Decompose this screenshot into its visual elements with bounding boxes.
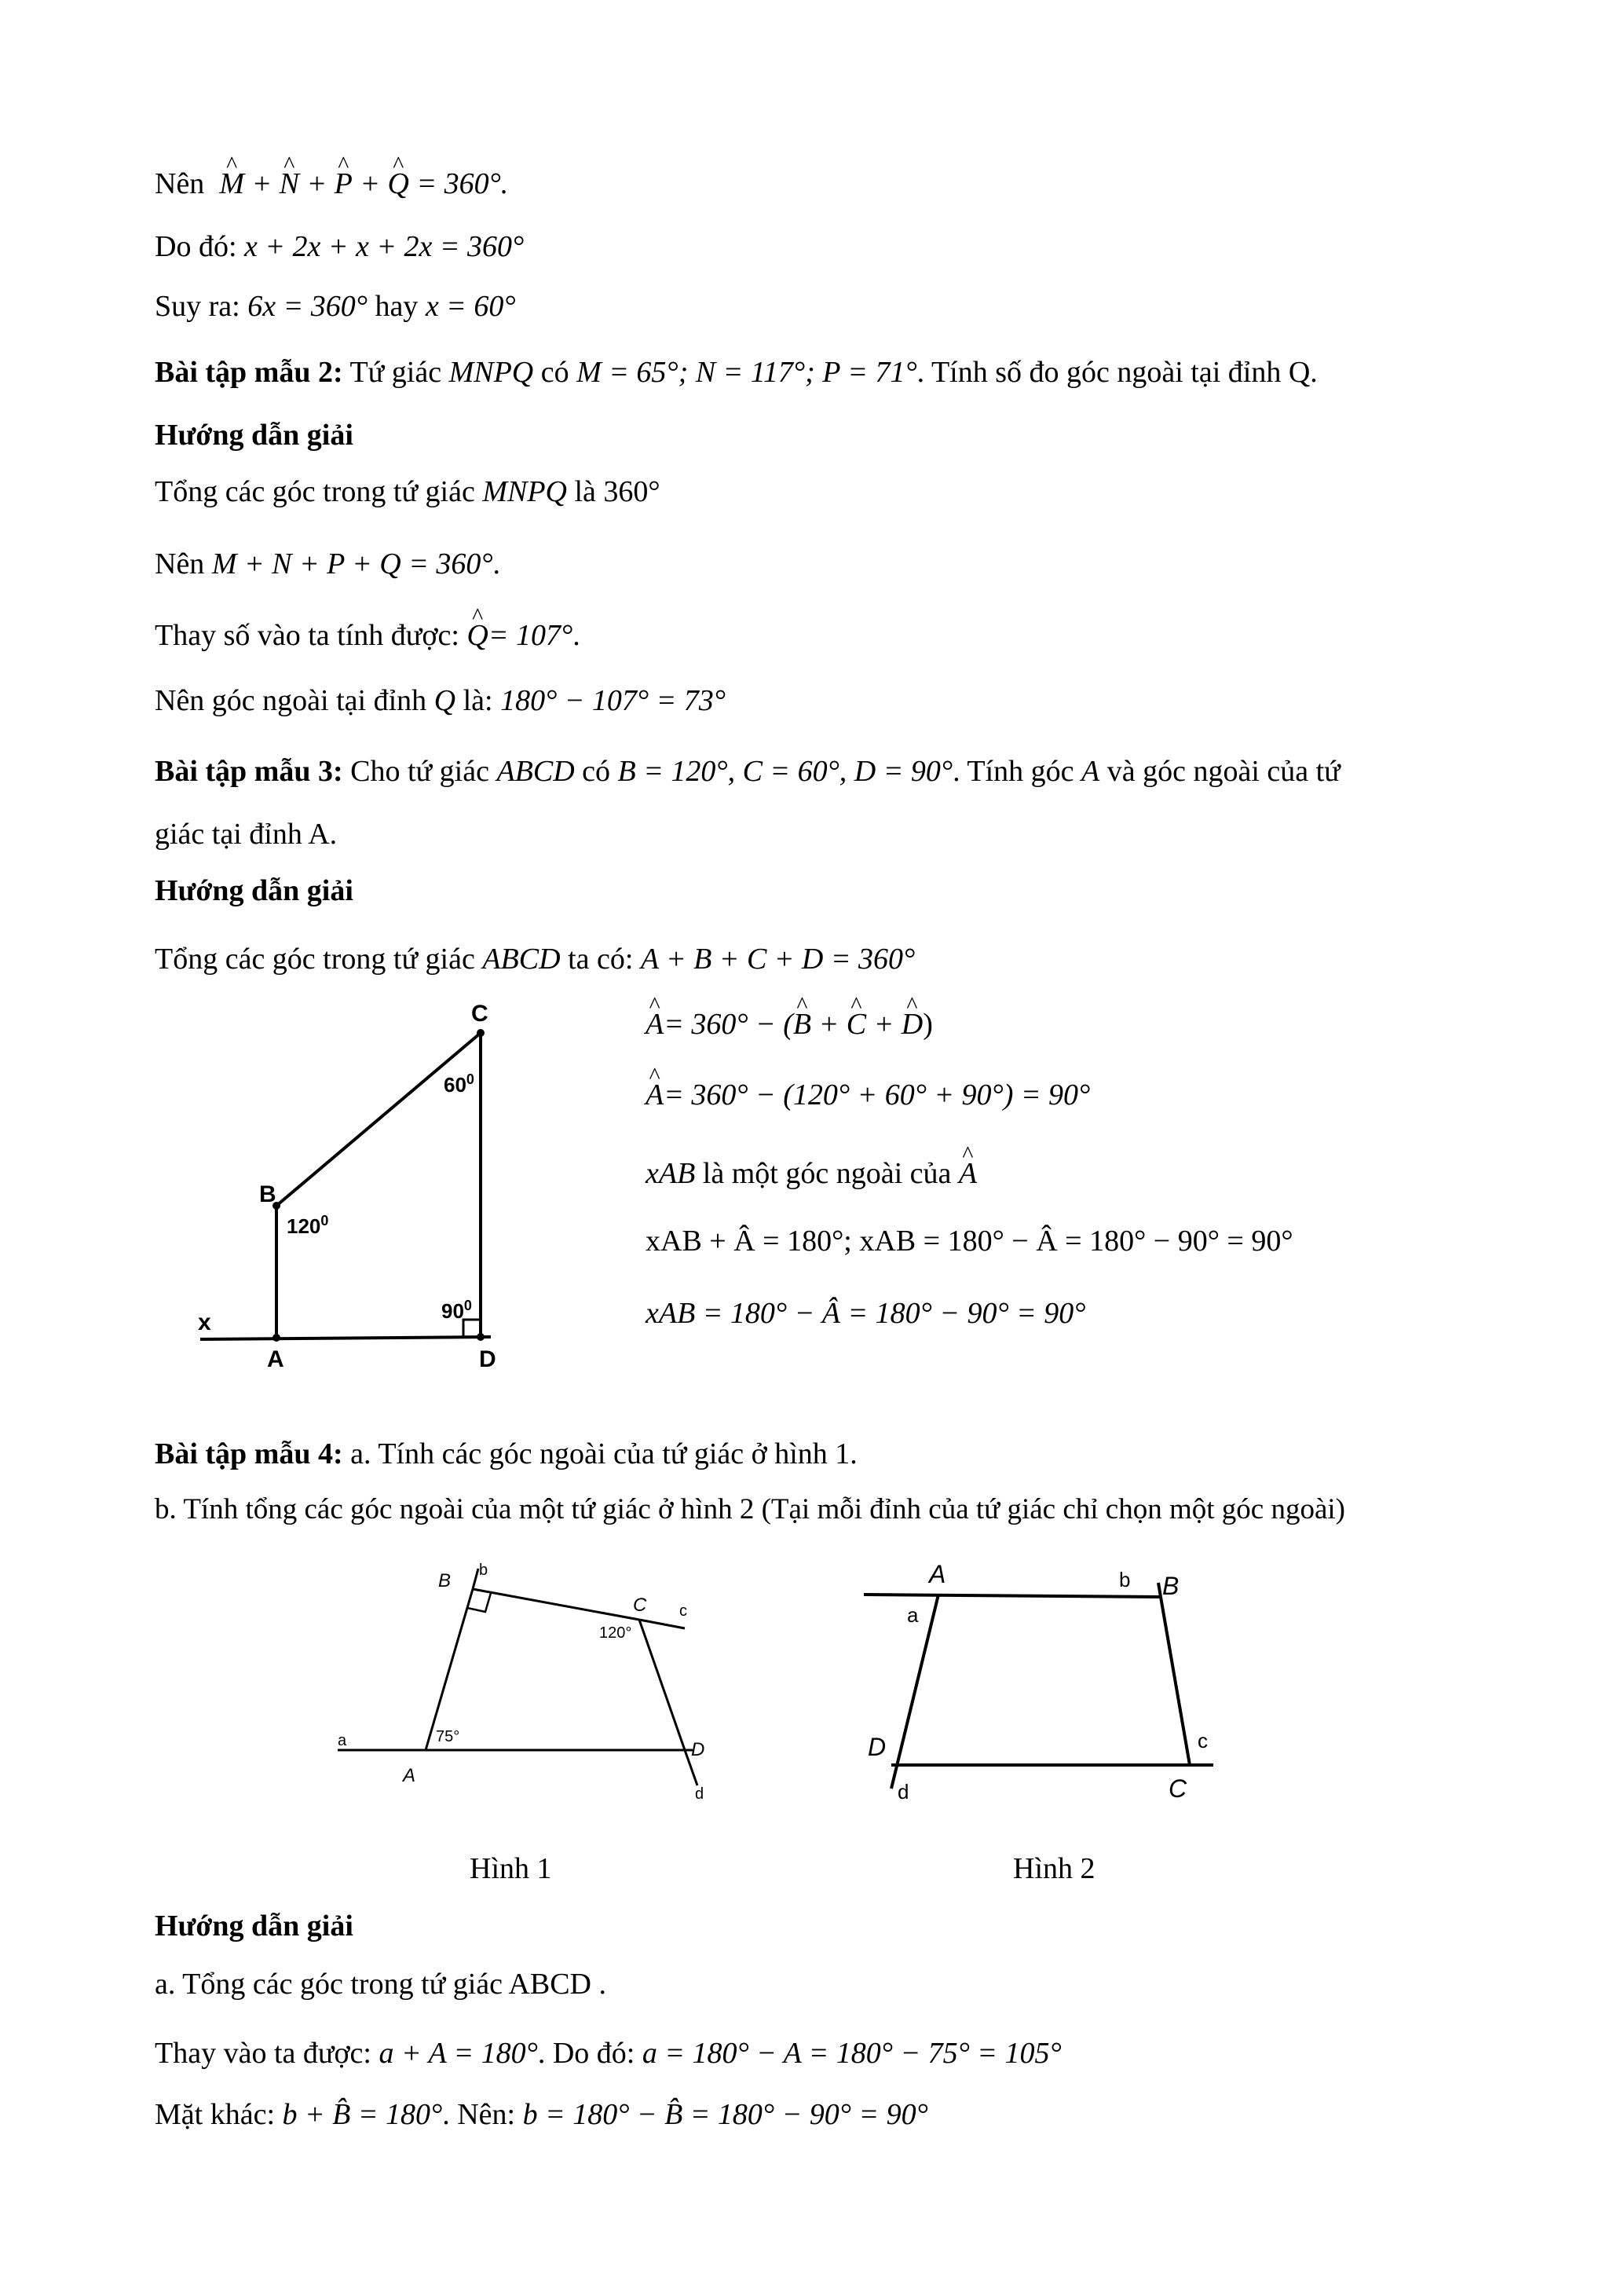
label-ray-a: a [338, 1732, 347, 1749]
angle-c-label: $60^0$ [444, 1071, 474, 1097]
ex4-part-b: b. Tính tổng các góc ngoài của một tứ giác ở hình 2 (Tại mỗi đỉnh của tứ giác chỉ chọn một góc ngoài) [155, 1493, 1345, 1525]
label-ray-b: b [479, 1562, 488, 1579]
ex2-step3: Thay số vào ta tính được: ^ Q= 107°. [155, 617, 580, 654]
equation: ^ M + ^ N + ^ P + ^ Q = 360°. [212, 167, 509, 200]
ex2-step4: Nên góc ngoài tại đỉnh Q là: 180° − 107° = 73° [155, 684, 726, 717]
line-xad [200, 1337, 491, 1339]
label-d: D [691, 1739, 705, 1760]
point-a [272, 1334, 280, 1342]
label-c: C [633, 1595, 647, 1616]
side-ab [426, 1589, 473, 1750]
ex4-step1: a. Tổng các góc trong tứ giác ABCD . [155, 1968, 606, 2001]
label-a: A [929, 1560, 946, 1588]
ex3-eq-r1: ^ A= 360° − (^ B + ^ C + ^ D) [646, 1005, 933, 1043]
label-x: x [198, 1309, 211, 1335]
ex4-step3: Mặt khác: b + B̂ = 180°. Nên: b = 180° − B̂ = 180° − 90° = 90° [155, 2098, 928, 2131]
ex2-step1: Tổng các góc trong tứ giác MNPQ là 360° [155, 475, 660, 508]
label-a: A [403, 1765, 416, 1786]
label-ray-d: d [898, 1780, 909, 1803]
side-bc [1161, 1597, 1190, 1765]
label-c: C [1169, 1774, 1187, 1803]
ex3-eq-r4: xAB + Â = 180°; xAB = 180° − Â = 180° − 90° = 90° [646, 1225, 1293, 1258]
ex2-problem: Bài tập mẫu 2: Tứ giác MNPQ có M = 65°; N = 117°; P = 71°. Tính số đo góc ngoài tại đỉnh Q. [155, 356, 1318, 389]
ray-c [639, 1620, 685, 1628]
ex2-guide-heading: Hướng dẫn giải [155, 419, 353, 452]
ex4-problem: Bài tập mẫu 4: a. Tính các góc ngoài của tứ giác ở hình 1. [155, 1437, 858, 1470]
ray-b [473, 1569, 478, 1589]
point-c [477, 1029, 485, 1037]
caption-hinh-2: Hình 2 [1013, 1852, 1095, 1885]
ex4-figure-1 [330, 1559, 722, 1811]
ex3-eq-r2: ^ A= 360° − (120° + 60° + 90°) = 90° [646, 1076, 1090, 1114]
ray-b [1158, 1583, 1161, 1597]
angle-b-label: $120^0$ [287, 1213, 329, 1238]
label-b: B [438, 1570, 452, 1591]
label-c: C [471, 1001, 488, 1027]
label-ray-c: c [1198, 1729, 1208, 1752]
line-do-do: Do đó: x + 2x + x + 2x = 360° [155, 230, 525, 263]
label-ray-b: b [1119, 1568, 1131, 1591]
caption-hinh-1: Hình 1 [470, 1852, 552, 1885]
ex2-step2: Nên M + N + P + Q = 360°. [155, 547, 501, 580]
label-d: D [479, 1346, 496, 1372]
label-ray-c: c [679, 1602, 687, 1620]
ex3-problem: Bài tập mẫu 3: Cho tứ giác ABCD có B = 120°, C = 60°, D = 90°. Tính góc A và góc ngoài của tứ [155, 755, 1341, 788]
label-d: D [868, 1733, 887, 1761]
ex3-problem-cont: giác tại đỉnh A. [155, 818, 338, 851]
line-suy-ra: Suy ra: 6x = 360° hay x = 60° [155, 290, 516, 323]
line-ab [864, 1595, 1161, 1597]
side-bc [276, 1033, 481, 1206]
label-ray-a: a [907, 1603, 919, 1627]
side-cd [639, 1620, 685, 1750]
angle-d-label: $90^0$ [441, 1298, 472, 1323]
ex3-figure [188, 990, 550, 1372]
angle-a-label: 75° [436, 1728, 460, 1745]
label-ray-d: d [695, 1785, 704, 1803]
line-sum-angles: Nên ^ M + ^ N + ^ P + ^ Q = 360°. [155, 165, 508, 203]
ex3-step1: Tổng các góc trong tứ giác ABCD ta có: A + B + C + D = 360° [155, 943, 916, 976]
ex4-guide-heading: Hướng dẫn giải [155, 1910, 353, 1943]
ex3-eq-r3: xAB là một góc ngoài của ^ A [646, 1155, 977, 1192]
point-d [477, 1333, 485, 1341]
label-b: B [1162, 1572, 1180, 1600]
angle-c-label: 120° [599, 1624, 632, 1642]
ex3-eq-r5: xAB = 180° − Â = 180° − 90° = 90° [646, 1297, 1086, 1330]
label-a: A [267, 1346, 284, 1372]
ex4-figure-2 [860, 1559, 1237, 1811]
label-b: B [259, 1181, 276, 1207]
side-bc [473, 1589, 639, 1620]
q-hat: ^ Q [466, 617, 488, 654]
ex3-guide-heading: Hướng dẫn giải [155, 874, 353, 907]
ex4-step2: Thay vào ta được: a + A = 180°. Do đó: a = 180° − A = 180° − 75° = 105° [155, 2037, 1062, 2070]
